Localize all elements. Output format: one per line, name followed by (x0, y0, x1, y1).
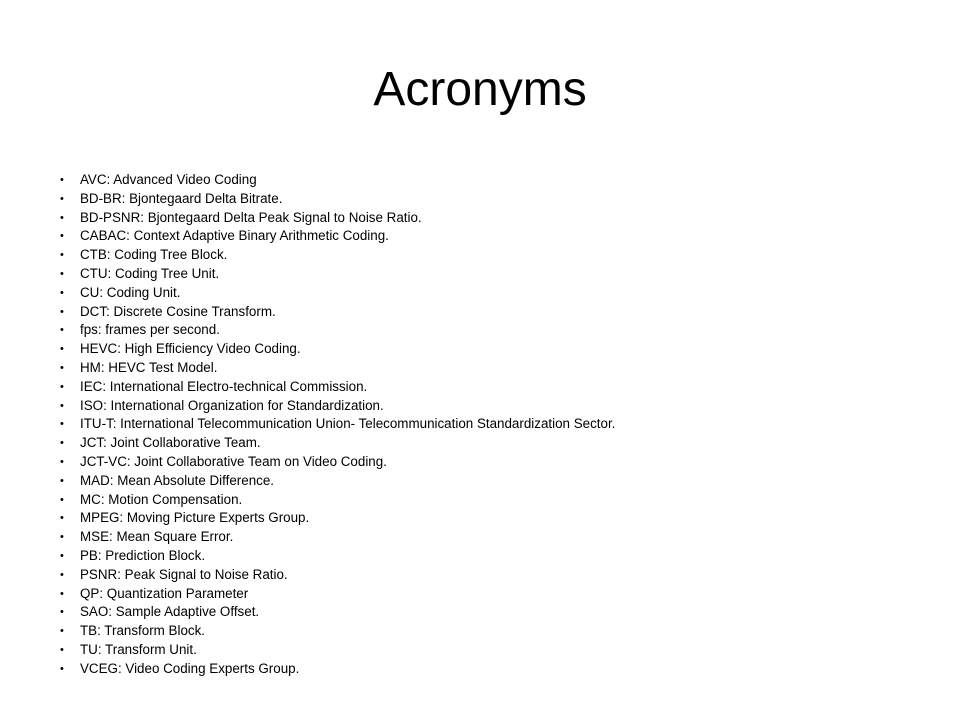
list-item-text: IEC: International Electro-technical Commission. (80, 378, 368, 394)
bullet-icon: • (60, 174, 64, 186)
list-item-text: HM: HEVC Test Model. (80, 359, 218, 375)
list-item (60, 547, 920, 566)
list-item (60, 641, 920, 660)
bullet-icon: • (60, 455, 64, 468)
list-item-text: CTU: Coding Tree Unit. (80, 265, 220, 281)
list-item (60, 453, 920, 472)
list-item (60, 359, 920, 378)
list-item (60, 434, 920, 453)
list-item-text: CU: Coding Unit. (80, 284, 181, 300)
list-item (60, 566, 920, 585)
list-item-text: PB: Prediction Block. (80, 547, 206, 563)
bullet-icon: • (60, 286, 64, 299)
bullet-icon: • (60, 305, 64, 318)
list-item-text: VCEG: Video Coding Experts Group. (80, 660, 300, 676)
list-item (60, 340, 920, 359)
bullet-icon: • (60, 361, 64, 374)
list-item-text: JCT-VC: Joint Collaborative Team on Video Coding. (80, 453, 387, 469)
list-item (60, 190, 920, 209)
list-item-text: SAO: Sample Adaptive Offset. (80, 604, 260, 620)
bullet-icon: • (60, 474, 64, 487)
list-item-text: BD-PSNR: Bjontegaard Delta Peak Signal to Noise Ratio. (80, 209, 422, 225)
bullet-icon: • (60, 625, 64, 638)
list-item-text: MPEG: Moving Picture Experts Group. (80, 510, 310, 526)
list-item-text: CTB: Coding Tree Block. (80, 247, 228, 263)
list-item (60, 227, 920, 246)
list-item (60, 603, 920, 622)
list-item (60, 509, 920, 528)
list-item-text: fps: frames per second. (80, 322, 220, 338)
bullet-icon: • (60, 587, 64, 600)
list-item-text: QP: Quantization Parameter (80, 585, 249, 601)
list-item (60, 660, 920, 679)
acronym-list (60, 171, 920, 679)
bullet-icon: • (60, 192, 64, 205)
bullet-icon: • (60, 380, 64, 393)
list-item-text: TU: Transform Unit. (80, 641, 197, 657)
list-item-text: JCT: Joint Collaborative Team. (80, 435, 261, 451)
list-item-text: HEVC: High Efficiency Video Coding. (80, 341, 301, 357)
list-item-text: BD-BR: Bjontegaard Delta Bitrate. (80, 190, 283, 206)
bullet-icon: • (60, 249, 64, 262)
list-item-text: ITU-T: International Telecommunication Union- Telecommunication Standardization Sector. (80, 416, 616, 432)
bullet-icon: • (60, 437, 64, 450)
bullet-icon: • (60, 418, 64, 431)
list-item-text: MSE: Mean Square Error. (80, 529, 234, 545)
list-item-text: MAD: Mean Absolute Difference. (80, 472, 275, 488)
list-item (60, 472, 920, 491)
list-item-text: PSNR: Peak Signal to Noise Ratio. (80, 566, 288, 582)
list-item-text: CABAC: Context Adaptive Binary Arithmetic Coding. (80, 228, 389, 244)
list-item (60, 209, 920, 228)
bullet-icon: • (60, 643, 64, 656)
bullet-icon: • (60, 267, 64, 280)
list-item (60, 246, 920, 265)
list-item-text: AVC: Advanced Video Coding (80, 172, 257, 187)
list-item-text: ISO: International Organization for Standardization. (80, 397, 384, 413)
list-item (60, 321, 920, 340)
slide-title: Acronyms (373, 63, 587, 116)
list-item-text: MC: Motion Compensation. (80, 491, 243, 507)
list-item (60, 622, 920, 641)
list-item (60, 491, 920, 510)
list-item (60, 397, 920, 416)
bullet-icon: • (60, 399, 64, 412)
list-item (60, 378, 920, 397)
bullet-icon: • (60, 230, 64, 243)
bullet-icon: • (60, 512, 64, 525)
bullet-icon: • (60, 662, 64, 675)
list-item (60, 265, 920, 284)
list-item (60, 585, 920, 604)
list-item (60, 528, 920, 547)
bullet-icon: • (60, 606, 64, 619)
list-item (60, 284, 920, 303)
list-item (60, 415, 920, 434)
bullet-icon: • (60, 531, 64, 544)
bullet-icon: • (60, 549, 64, 562)
bullet-icon: • (60, 493, 64, 506)
bullet-icon: • (60, 211, 64, 224)
bullet-icon: • (60, 324, 64, 337)
list-item-text: DCT: Discrete Cosine Transform. (80, 303, 276, 319)
list-item (60, 303, 920, 322)
bullet-icon: • (60, 343, 64, 356)
list-item-text: TB: Transform Block. (80, 623, 206, 639)
list-item (60, 171, 920, 190)
bullet-icon: • (60, 568, 64, 581)
